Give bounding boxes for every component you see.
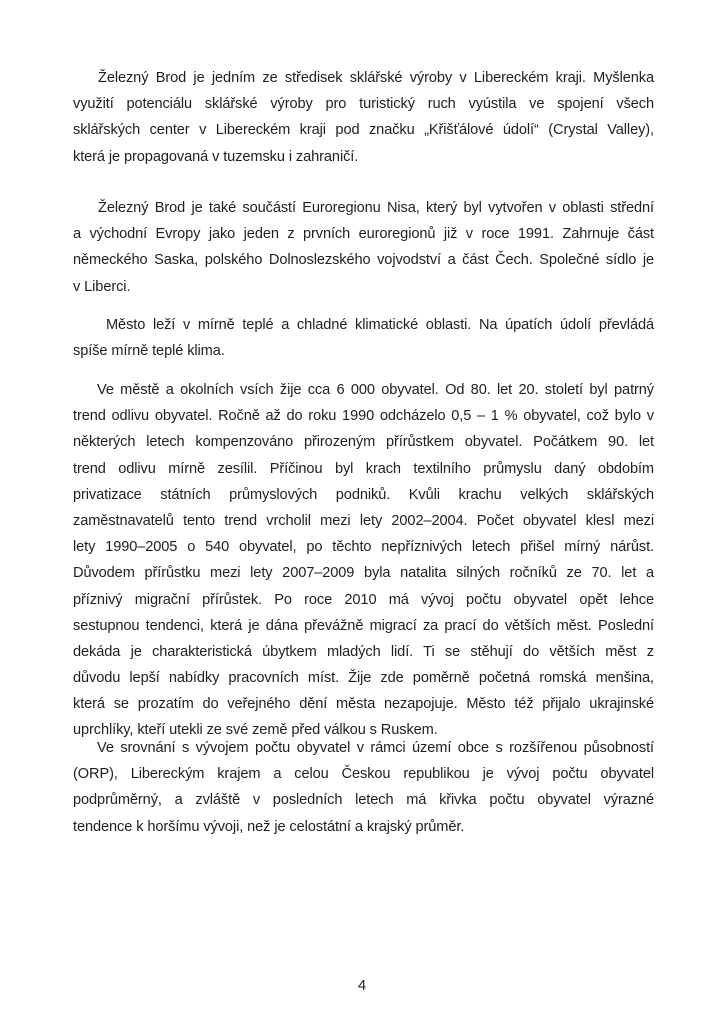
text-line: spíše mírně teplé klima. bbox=[73, 343, 225, 360]
text-line: tendence k horšímu vývoji, než je celostátní a krajský průměr. bbox=[73, 818, 465, 835]
text-line: Železný Brod je také součástí Euroregionu Nisa, který byl vytvořen v oblasti střední bbox=[98, 200, 654, 216]
text-line: lety 1990–2005 o 540 obyvatel, po těchto nepříznivých letech přišel mírný nárůst. bbox=[73, 539, 654, 556]
text-line: trend odlivu obyvatel. Ročně až do roku 1990 odcházelo 0,5 – 1 % obyvatel, což bylo v bbox=[73, 408, 654, 425]
text-line: dekáda je charakteristická úbytkem mladých lidí. Ti se stěhují do větších měst z bbox=[73, 643, 654, 660]
text-line: Město leží v mírně teplé a chladné klimatické oblasti. Na úpatích údolí převládá bbox=[106, 317, 654, 333]
text-line: která je propagovaná v tuzemsku i zahraničí. bbox=[73, 148, 359, 165]
page-number: 4 bbox=[357, 978, 367, 994]
text-line: zaměstnavatelů tento trend vrcholil mezi lety 2002–2004. Počet obyvatel klesl mezi bbox=[73, 512, 654, 529]
text-line: Ve srovnání s vývojem počtu obyvatel v rámci území obce s rozšířenou působností bbox=[97, 740, 654, 756]
text-line: důvodu lepší nabídky pracovních míst. Žije zde poměrně početná romská menšina, bbox=[73, 670, 654, 687]
text-line: využití potenciálu sklářské výroby pro turistický ruch vyústila ve spojení všech bbox=[73, 96, 654, 113]
text-line: podprůměrný, a zvláště v posledních letech má křivka počtu obyvatel výrazné bbox=[73, 792, 654, 809]
text-line: Důvodem přírůstku mezi lety 2007–2009 byla natalita silných ročníků ze 70. let a bbox=[73, 565, 654, 582]
text-line: která se prozatím do veřejného dění města nezapojuje. Město též přijalo ukrajinské bbox=[73, 696, 654, 713]
text-line: v Liberci. bbox=[73, 278, 131, 295]
text-line: a východní Evropy jako jeden z prvních euroregionů již v roce 1991. Zahrnuje část bbox=[73, 226, 654, 243]
text-line: německého Saska, polského Dolnoslezského vojvodství a část Čech. Společné sídlo je bbox=[73, 252, 654, 269]
paragraph-population bbox=[73, 377, 654, 744]
text-line: Železný Brod je jedním ze středisek sklářské výroby v Libereckém kraji. Myšlenka bbox=[98, 70, 654, 86]
text-line: sklářských center v Libereckém kraji pod značku „Křišťálové údolí“ (Crystal Valley), bbox=[73, 122, 654, 139]
text-line: sestupnou tendenci, která je dána převážně migrací za prací do větších měst. Poslední bbox=[73, 617, 654, 634]
text-line: příznivý migrační přírůstek. Po roce 2010 má vývoj počtu obyvatel opět lehce bbox=[73, 591, 654, 608]
text-line: (ORP), Libereckým krajem a celou Českou republikou je vývoj počtu obyvatel bbox=[73, 766, 654, 783]
paragraph-crystal-valley bbox=[73, 65, 654, 170]
text-line: některých letech kompenzováno přirozeným přírůstkem obyvatel. Počátkem 90. let bbox=[73, 434, 654, 451]
text-line: trend odlivu mírně zesílil. Příčinou byl krach textilního průmyslu daný obdobím bbox=[73, 460, 654, 477]
paragraph-euroregion-nisa bbox=[73, 195, 654, 300]
paragraph-climate bbox=[73, 312, 654, 364]
paragraph-comparison bbox=[73, 735, 654, 840]
text-line: Ve městě a okolních vsích žije cca 6 000 obyvatel. Od 80. let 20. století byl patrný bbox=[97, 382, 654, 398]
text-line: privatizace státních průmyslových podniků. Kvůli krachu velkých sklářských bbox=[73, 486, 654, 503]
text-line: uprchlíky, kteří utekli ze své země před válkou s Ruskem. bbox=[73, 722, 438, 739]
